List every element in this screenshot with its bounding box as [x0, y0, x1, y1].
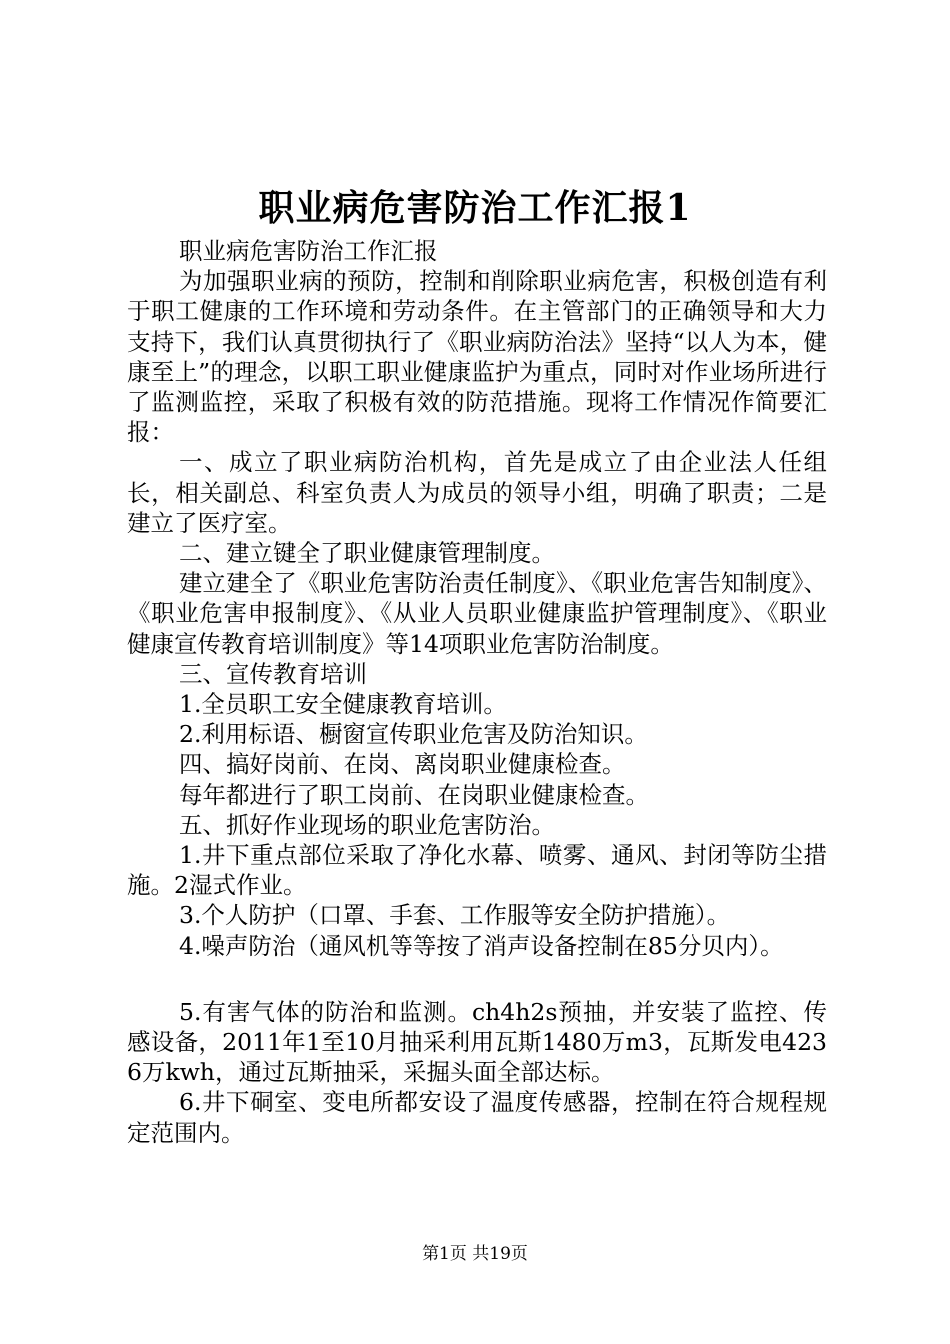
page-footer: 第1页 共19页 [422, 1244, 528, 1264]
paragraph-section-4-body: 每年都进行了职工岗前、在岗职业健康检查。 [179, 780, 649, 809]
paragraph-section-1: 一、成立了职业病防治机构，首先是成立了由企业法人任组长，相关副总、科室负责人为成员的领导小组，明确了职责；二是建立了医疗室。 [127, 448, 827, 537]
paragraph-section-5-heading: 五、抓好作业现场的职业危害防治。 [179, 810, 555, 839]
paragraph-section-3-heading: 三、宣传教育培训 [179, 659, 367, 688]
paragraph-section-2-heading: 二、建立键全了职业健康管理制度。 [179, 539, 555, 568]
paragraph-section-4-heading: 四、搞好岗前、在岗、离岗职业健康检查。 [179, 750, 626, 779]
paragraph-section-5-item-5: 5.有害气体的防治和监测。ch4h2s预抽，并安装了监控、传感设备，2011年1至10月抽采利用瓦斯1480万m3，瓦斯发电4236万kwh，通过瓦斯抽采，采掘头面全部达标。 [127, 997, 827, 1087]
document-body [127, 236, 827, 1148]
document-title: 职业病危害防治工作汇报1 [258, 187, 692, 229]
paragraph-section-5-item-1: 1.井下重点部位采取了净化水幕、喷雾、通风、封闭等防尘措施。2湿式作业。 [127, 841, 827, 900]
paragraph-intro: 为加强职业病的预防，控制和削除职业病危害，积极创造有利于职工健康的工作环境和劳动条件。在主管部门的正确领导和大力支持下，我们认真贯彻执行了《职业病防治法》坚持“以人为本，健康至上”的理念，以职工职业健康监护为重点，同时对作业场所进行了监测监控，采取了积极有效的防范措施。现将工作情况作简要汇报： [127, 267, 827, 447]
paragraph-spacer [127, 961, 827, 997]
paragraph-section-5-item-6: 6.井下硐室、变电所都安设了温度传感器，控制在符合规程规定范围内。 [127, 1088, 827, 1147]
paragraph-section-2-body: 建立建全了《职业危害防治责任制度》、《职业危害告知制度》、《职业危害申报制度》、《从业人员职业健康监护管理制度》、《职业健康宣传教育培训制度》等14项职业危害防治制度。 [127, 569, 827, 658]
paragraph-section-5-item-4: 4.噪声防治（通风机等等按了消声设备控制在85分贝内）。 [179, 931, 784, 960]
paragraph-section-5-item-3: 3.个人防护（口罩、手套、工作服等安全防护措施）。 [179, 901, 731, 930]
paragraph-subtitle: 职业病危害防治工作汇报 [179, 237, 438, 265]
paragraph-section-3-item-2: 2.利用标语、橱窗宣传职业危害及防治知识。 [179, 720, 648, 749]
paragraph-section-3-item-1: 1.全员职工安全健康教育培训。 [179, 690, 507, 719]
